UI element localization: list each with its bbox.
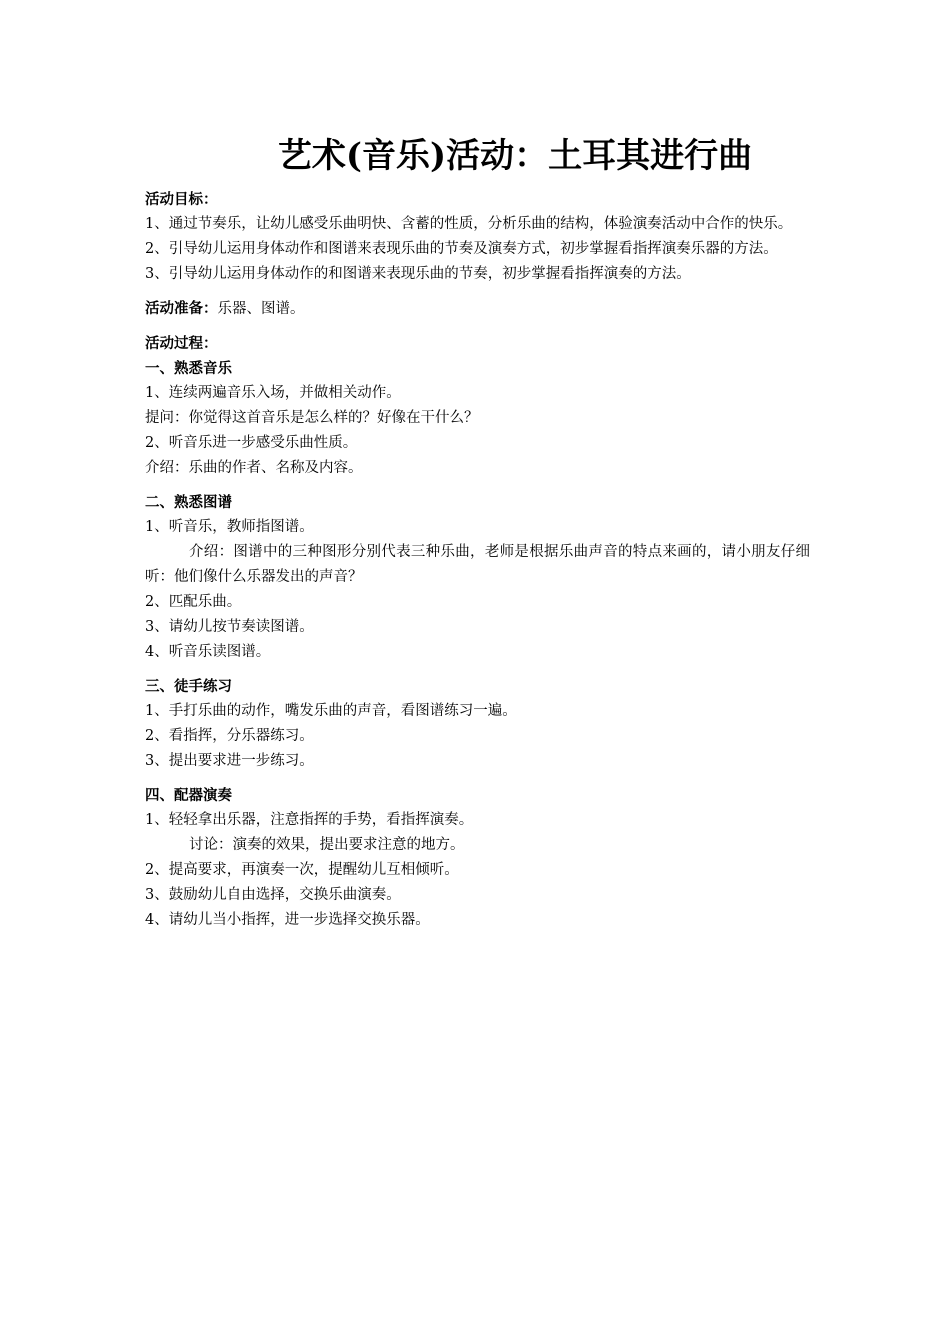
section-1-line-2: 提问：你觉得这首音乐是怎么样的？好像在干什么？ [145, 410, 479, 426]
goal-item-1: 1、通过节奏乐，让幼儿感受乐曲明快、含蓄的性质，分析乐曲的结构，体验演奏活动中合作的快乐。 [145, 216, 793, 232]
document-body [145, 187, 810, 933]
section-3-line-1: 1、手打乐曲的动作，嘴发乐曲的声音，看图谱练习一遍。 [145, 703, 517, 719]
prep-text: 乐器、图谱。 [217, 301, 305, 317]
section-2-line-2: 介绍：图谱中的三种图形分别代表三种乐曲，老师是根据乐曲声音的特点来画的，请小朋友仔细听：他们像什么乐器发出的声音？ [145, 544, 810, 585]
section-4-title: 四、配器演奏 [145, 787, 232, 804]
section-3-line-2: 2、看指挥，分乐器练习。 [145, 728, 314, 744]
section-2-line-1: 1、听音乐，教师指图谱。 [145, 519, 314, 535]
section-1-line-4: 介绍：乐曲的作者、名称及内容。 [145, 460, 363, 476]
section-2-title: 二、熟悉图谱 [145, 494, 232, 511]
process-heading: 活动过程： [145, 335, 218, 352]
prep-label: 活动准备： [145, 300, 218, 317]
section-1-title: 一、熟悉音乐 [145, 360, 232, 377]
section-3-title: 三、徒手练习 [145, 678, 232, 695]
section-2-line-5: 4、听音乐读图谱。 [145, 644, 271, 660]
section-4-line-2: 讨论：演奏的效果，提出要求注意的地方。 [189, 837, 465, 853]
section-2-line-3: 2、匹配乐曲。 [145, 594, 242, 610]
section-2-line-4: 3、请幼儿按节奏读图谱。 [145, 619, 314, 635]
section-4-line-4: 3、鼓励幼儿自由选择，交换乐曲演奏。 [145, 887, 401, 903]
goal-item-2: 2、引导幼儿运用身体动作和图谱来表现乐曲的节奏及演奏方式，初步掌握看指挥演奏乐器的方法。 [145, 241, 778, 257]
document-title: 艺术(音乐)活动：土耳其进行曲 [277, 136, 753, 176]
section-3-line-3: 3、提出要求进一步练习。 [145, 753, 314, 769]
section-4-line-1: 1、轻轻拿出乐器，注意指挥的手势，看指挥演奏。 [145, 812, 474, 828]
section-4-line-5: 4、请幼儿当小指挥，进一步选择交换乐器。 [145, 912, 430, 928]
section-4-line-3: 2、提高要求，再演奏一次，提醒幼儿互相倾听。 [145, 862, 459, 878]
prep-line [145, 296, 810, 322]
section-1-line-1: 1、连续两遍音乐入场，并做相关动作。 [145, 385, 401, 401]
section-1-line-3: 2、听音乐进一步感受乐曲性质。 [145, 435, 358, 451]
goals-heading: 活动目标： [145, 191, 218, 208]
goal-item-3: 3、引导幼儿运用身体动作的和图谱来表现乐曲的节奏，初步掌握看指挥演奏的方法。 [145, 266, 691, 282]
